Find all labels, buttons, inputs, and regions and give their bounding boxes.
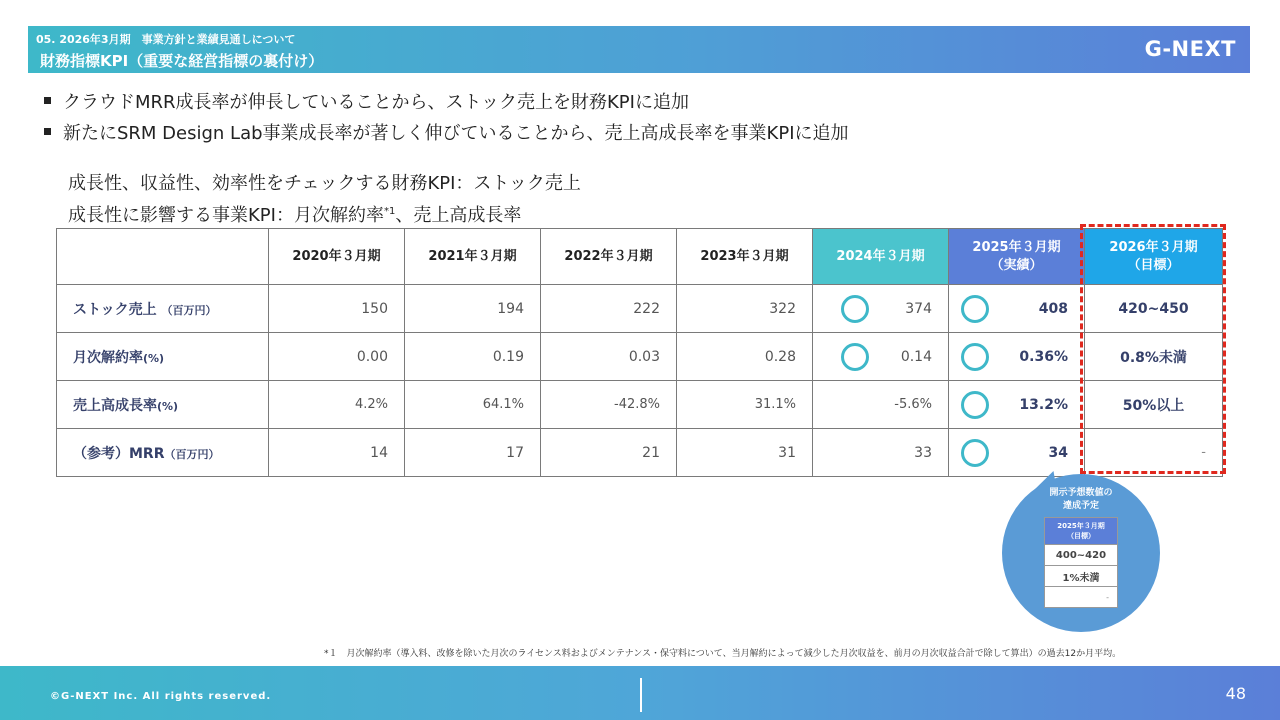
- header-2026-year: 2026年３月期: [1109, 239, 1198, 255]
- header-empty: [57, 229, 269, 285]
- header-2024: 2024年３月期: [813, 229, 949, 285]
- cell-2020: 4.2%: [269, 381, 405, 429]
- cell-2025: [949, 381, 1085, 429]
- header-2022: 2022年３月期: [541, 229, 677, 285]
- callout-title: [1002, 487, 1160, 513]
- row-label: [57, 333, 269, 381]
- cell-value: 0.8: [1120, 349, 1145, 366]
- achieved-circle-icon: [961, 391, 989, 419]
- row-unit: （百万円）: [164, 447, 220, 461]
- mini-header-year: 2025年３月期: [1057, 522, 1105, 530]
- forecast-callout: [1002, 474, 1160, 632]
- footer-divider: [640, 678, 642, 712]
- section-label: 05. 2026年3月期 事業方針と業績見通しについて: [36, 33, 296, 46]
- cell-2023: 31.1%: [677, 381, 813, 429]
- lead-line-financial-kpi: 成長性、収益性、効率性をチェックする財務KPI：ストック売上: [68, 173, 581, 194]
- page-number: 48: [1225, 684, 1246, 703]
- cell-value: 0.36: [1019, 348, 1054, 365]
- cell-2021: 17: [405, 429, 541, 477]
- cell-2021: 64.1%: [405, 381, 541, 429]
- header-2025-year: 2025年３月期: [972, 239, 1061, 255]
- cell-2025: [949, 285, 1085, 333]
- cell-value: -: [1201, 445, 1206, 460]
- mini-cell-stock: 400~420: [1045, 544, 1117, 565]
- cell-2021: 194: [405, 285, 541, 333]
- achieved-circle-icon: [961, 295, 989, 323]
- cell-2020: 14: [269, 429, 405, 477]
- page-title: 財務指標KPI（重要な経営指標の裏付け）: [40, 52, 324, 70]
- row-unit: （百万円）: [161, 303, 217, 317]
- lead-line2-text: 成長性に影響する事業KPI：月次解約率: [68, 205, 384, 226]
- bullet-text: 新たにSRM Design Lab事業成長率が著しく伸びていることから、売上高成長率を事業KPIに追加: [63, 122, 849, 144]
- row-label-text: 月次解約率: [73, 349, 143, 366]
- achieved-circle-icon: [961, 439, 989, 467]
- header-2020: 2020年３月期: [269, 229, 405, 285]
- cell-2020: 150: [269, 285, 405, 333]
- bullet-square-icon: [44, 97, 51, 104]
- cell-2021: 0.19: [405, 333, 541, 381]
- header-2021: 2021年３月期: [405, 229, 541, 285]
- kpi-table: [56, 228, 1223, 477]
- header-2025-actual: [949, 229, 1085, 285]
- cell-suffix: %以上: [1142, 397, 1185, 414]
- callout-mini-table: [1044, 517, 1118, 608]
- cell-value: 408: [1038, 300, 1068, 317]
- cell-2025: [949, 429, 1085, 477]
- target-column-highlight: [1080, 224, 1226, 474]
- achieved-circle-icon: [961, 343, 989, 371]
- footnote: *１ 月次解約率（導入料、改修を除いた月次のライセンス料およびメンテナンス・保守料について、当月解約によって減少した月次収益を、前月の月次収益合計で除して算出）の過去12か月平均。: [324, 649, 1122, 659]
- row-label-text: 売上高成長率: [73, 397, 157, 414]
- callout-title-line2: 達成予定: [1062, 501, 1099, 511]
- cell-2023: 31: [677, 429, 813, 477]
- header-2025-note: （実績）: [990, 257, 1043, 273]
- bullet-text: クラウドMRR成長率が伸長していることから、ストック売上を財務KPIに追加: [63, 91, 689, 113]
- table-row: [57, 333, 1223, 381]
- mini-cell-growth: -: [1045, 586, 1117, 607]
- header-bar: [28, 26, 1250, 73]
- footnote-marker: *1: [383, 206, 396, 217]
- row-label: [57, 285, 269, 333]
- mini-cell-churn: 1%未満: [1045, 565, 1117, 586]
- row-label-text: （参考）MRR: [73, 445, 165, 462]
- achieved-circle-icon: [841, 295, 869, 323]
- header-2023: 2023年３月期: [677, 229, 813, 285]
- cell-value: 34: [1048, 444, 1068, 461]
- row-label: [57, 429, 269, 477]
- cell-value: 50: [1122, 397, 1143, 414]
- cell-2022: 0.03: [541, 333, 677, 381]
- cell-2024: [813, 285, 949, 333]
- cell-2020: 0.00: [269, 333, 405, 381]
- bullet-item: [44, 85, 849, 116]
- row-unit: (%): [157, 399, 179, 413]
- cell-2022: 21: [541, 429, 677, 477]
- cell-value: 374: [905, 300, 932, 317]
- cell-2022: 222: [541, 285, 677, 333]
- cell-2022: -42.8%: [541, 381, 677, 429]
- row-label: [57, 381, 269, 429]
- footer-bar: [0, 666, 1280, 720]
- table-row: [57, 285, 1223, 333]
- cell-2025: [949, 333, 1085, 381]
- mini-header-note: （目標）: [1067, 532, 1095, 540]
- copyright: ©G-NEXT Inc. All rights reserved.: [50, 691, 272, 702]
- table-row: [57, 381, 1223, 429]
- callout-title-line1: 開示予想数値の: [1049, 488, 1113, 498]
- cell-2023: 322: [677, 285, 813, 333]
- cell-value: 420~450: [1118, 300, 1189, 317]
- cell-value: 0.14: [900, 348, 932, 365]
- cell-suffix: %: [1053, 348, 1068, 365]
- cell-2024: -5.6%: [813, 381, 949, 429]
- company-logo: G-NEXT: [1144, 37, 1236, 61]
- bullet-list: [44, 85, 849, 147]
- lead-line2-text-b: 、売上高成長率: [395, 205, 522, 226]
- header-2026-note: （目標）: [1127, 257, 1180, 273]
- kpi-lead-text: [68, 170, 581, 230]
- cell-2023: 0.28: [677, 333, 813, 381]
- bullet-square-icon: [44, 128, 51, 135]
- cell-value: 13.2%: [1019, 396, 1068, 413]
- table-header-row: [57, 229, 1223, 285]
- mini-table-header: [1045, 518, 1117, 544]
- cell-suffix: %未満: [1144, 349, 1187, 366]
- row-label-text: ストック売上: [73, 301, 157, 318]
- cell-2024: 33: [813, 429, 949, 477]
- achieved-circle-icon: [841, 343, 869, 371]
- bullet-item: [44, 116, 849, 147]
- lead-line-business-kpi: [68, 198, 581, 230]
- cell-2024: [813, 333, 949, 381]
- row-unit: (%): [143, 351, 165, 365]
